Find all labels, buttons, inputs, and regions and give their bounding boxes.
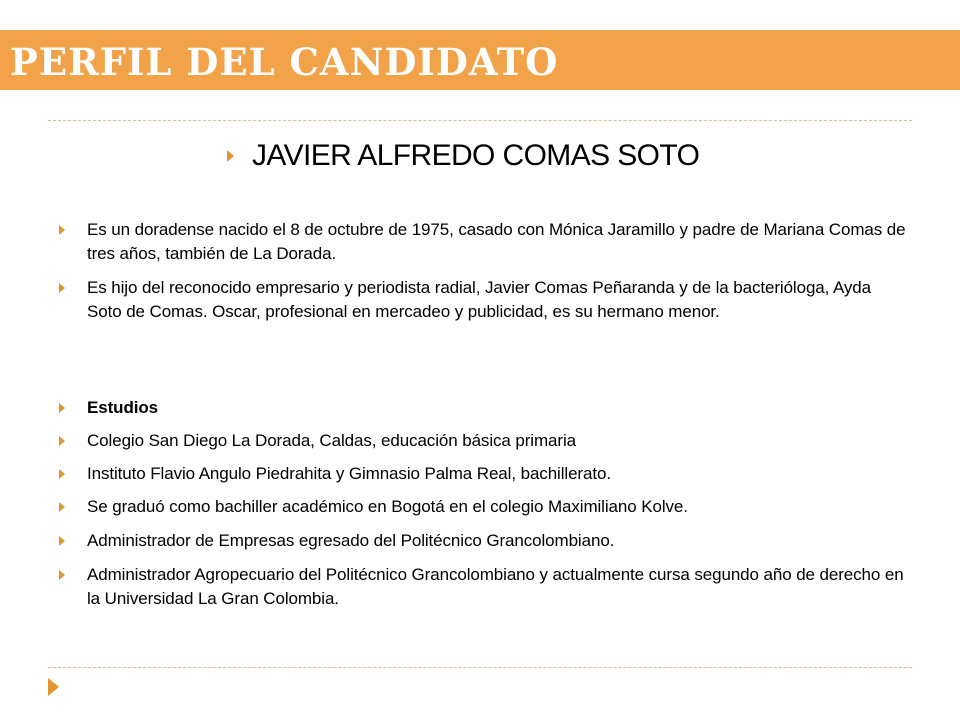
triangle-right-icon xyxy=(59,536,65,546)
studies-heading: Estudios xyxy=(87,398,158,417)
triangle-right-icon xyxy=(59,283,65,293)
top-divider xyxy=(48,120,912,121)
slide-title: PERFIL DEL CANDIDATO xyxy=(10,40,559,84)
study-item: Administrador Agropecuario del Politécnico Grancolombiano y actualmente cursa segundo año de derecho en la Universidad La Gran Colombia. xyxy=(87,565,904,608)
triangle-right-icon xyxy=(59,469,65,479)
triangle-right-icon xyxy=(59,403,65,413)
triangle-right-icon xyxy=(59,502,65,512)
triangle-right-icon xyxy=(59,225,65,235)
study-item: Se graduó como bachiller académico en Bogotá en el colegio Maximiliano Kolve. xyxy=(87,497,688,516)
next-slide-icon[interactable] xyxy=(48,678,59,696)
title-bar xyxy=(0,30,960,90)
study-item: Instituto Flavio Angulo Piedrahita y Gimnasio Palma Real, bachillerato. xyxy=(87,464,611,483)
study-item: Colegio San Diego La Dorada, Caldas, educación básica primaria xyxy=(87,431,576,450)
triangle-right-icon xyxy=(227,150,234,162)
bio-paragraph: Es hijo del reconocido empresario y periodista radial, Javier Comas Peñaranda y de la bacterióloga, Ayda Soto de Comas. Oscar, profesional en mercadeo y publicidad, es su hermano menor. xyxy=(87,278,872,321)
triangle-right-icon xyxy=(59,570,65,580)
bottom-divider xyxy=(48,667,912,668)
triangle-right-icon xyxy=(59,436,65,446)
candidate-name: JAVIER ALFREDO COMAS SOTO xyxy=(252,139,700,172)
study-item: Administrador de Empresas egresado del Politécnico Grancolombiano. xyxy=(87,531,615,550)
bio-paragraph: Es un doradense nacido el 8 de octubre de 1975, casado con Mónica Jaramillo y padre de Mariana Comas de tres años, también de La Dorada. xyxy=(87,220,906,263)
